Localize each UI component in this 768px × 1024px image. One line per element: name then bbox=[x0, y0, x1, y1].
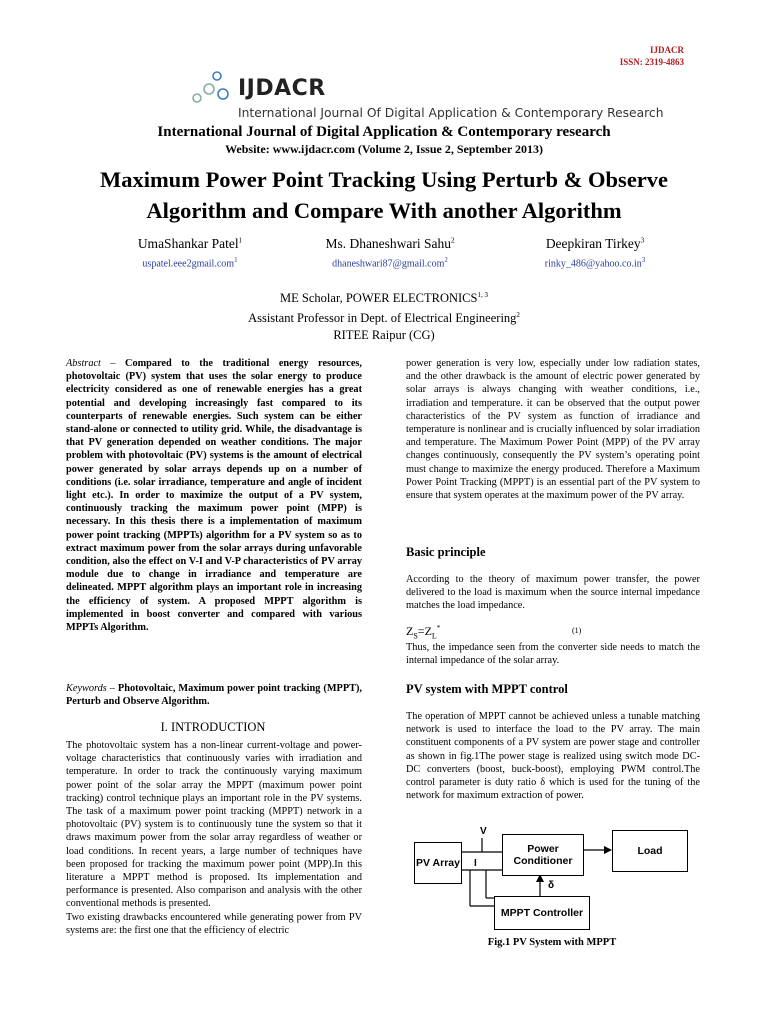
paper-title bbox=[60, 164, 708, 226]
affiliation bbox=[0, 287, 768, 344]
equation-1 bbox=[406, 624, 440, 640]
author-2-email-sup: 2 bbox=[444, 256, 448, 264]
intro-para-2: Two existing drawbacks encountered while generating power from PV systems are: the first one that the efficiency of electric bbox=[66, 911, 362, 936]
pv-array-label: PV Array bbox=[416, 857, 460, 869]
affiliation-line-2: Assistant Professor in Dept. of Electrical Engineering bbox=[248, 311, 517, 326]
delta-label: δ bbox=[548, 880, 555, 891]
title-line-2: Algorithm and Compare With another Algorithm bbox=[146, 198, 622, 223]
mppt-controller-block bbox=[494, 896, 590, 930]
title-line-1: Maximum Power Point Tracking Using Perturb & Observe bbox=[99, 167, 669, 192]
author-1 bbox=[90, 236, 290, 269]
figure-1 bbox=[410, 826, 700, 934]
pv-system-para: The operation of MPPT cannot be achieved unless a tunable matching network is used to interface the load to the PV array. The main constituent components of a PV system are power stage and controller as shown in fig.1The power stage is realized using switch mode DC-DC converters (boost, buck-boost), employing PWM control.The control parameter is duty ratio δ which is used for the tuning of the network for maximum extraction of power. bbox=[406, 711, 700, 802]
author-2-sup: 2 bbox=[451, 236, 455, 245]
load-label: Load bbox=[637, 845, 663, 857]
figure-caption: Fig.1 PV System with MPPT bbox=[487, 937, 617, 948]
affiliation-line-3: RITEE Raipur (CG) bbox=[333, 328, 435, 343]
author-1-email[interactable]: uspatel.eee2gmail.com bbox=[142, 258, 235, 270]
keywords-label: Keywords – bbox=[66, 683, 115, 694]
intro-para-1: The photovoltaic system has a non-linear current-voltage and power-voltage characteristics that continuously varies with irradiation and temperature. In order to track the continuously varying maximum power point of the solar array the MPPT (maximum power point tracking) control technique plays an important role in the PV systems. The task of a maximum power point tracking (MPPT) network in a photovoltaic (PV) system is to continuously tune the system so that it draws maximum power from the solar array regardless of weather or load conditions. In recent years, a large number of techniques have been proposed for tracking the maximum power point (MPP).In this literature a MPPT method is proposed. Its implementation and performance is presented. Also comparison and analysis with the other conventional methods is presented. bbox=[66, 740, 362, 910]
author-3-sup: 3 bbox=[640, 236, 645, 245]
equation-number: (1) bbox=[572, 626, 582, 635]
load-block bbox=[612, 830, 688, 872]
logo-brand: IJDACR bbox=[238, 76, 326, 101]
eq-rhs-sup: * bbox=[436, 624, 441, 632]
intro-body bbox=[66, 739, 362, 937]
intro-heading: I. INTRODUCTION bbox=[160, 720, 266, 734]
author-2-email[interactable]: dhaneshwari87@gmail.com bbox=[332, 258, 445, 270]
author-3-email[interactable]: rinky_486@yahoo.co.in bbox=[544, 258, 642, 270]
i-label: I bbox=[474, 858, 477, 869]
keywords bbox=[66, 682, 362, 708]
logo-tagline: International Journal Of Digital Application & Contemporary Research bbox=[238, 106, 664, 120]
author-3-email-sup: 3 bbox=[641, 256, 646, 264]
journal-website: Website: www.ijdacr.com (Volume 2, Issue 2, September 2013) bbox=[225, 142, 543, 156]
eq-lhs: Z bbox=[406, 624, 414, 638]
abstract-text: Compared to the traditional energy resources, photovoltaic (PV) system that uses the solar energy to produce electricity considered as one of renewable energies has a great potential and developing increasingly fast compared to its counterparts of renewable energies. Such system can be either stand-alone or connected to utility grid. While, the disadvantage is that PV generation depended on weather conditions. The major problem with photovoltaic (PV) systems is the amount of electrical power generated by solar arrays depends up on a number of conditions (i.e. solar irradiance, temperature and angle of incident light etc.). In order to maximize the output of a PV system, continuously tracking the maximum power point (MPP) is necessary. In this thesis there is a implementation of maximum power point tracking (MPPTs) algorithm for a PV system so as to extract maximum power from the solar arrays during unfavorable condition, also the effect on V-I and V-P characteristics of PV array module due to change in irradiance and temperature are delineated. MPPT algorithm plays an important role in increasing the efficiency of system. A proposed MPPT algorithm is implemented in boost converter and compared with various MPPTs Algorithm. bbox=[66, 358, 363, 634]
journal-logo bbox=[190, 70, 664, 125]
author-3-name: Deepkiran Tirkey bbox=[545, 236, 641, 251]
abstract-label: Abstract – bbox=[66, 358, 116, 369]
eq-lhs-sub: S bbox=[413, 631, 418, 641]
right-para-1: power generation is very low, especially under low radiation states, and the other drawback is the amount of electric power generated by solar arrays is always changing with weather conditions, i.e., irradiation and temperature. it can be observed that the output power characteristics of the PV system as function of irradiance and temperature is nonlinear and is crucially influenced by solar irradiation and temperature. The Maximum Power Point (MPP) of the PV array changes continuously, consequently the PV system’s operating point must change to maximize the energy produced. Therefore a Maximum Power Point Tracking (MPPT) is an essential part of the PV system to ensure that system operates at the maximum power of the PV array. bbox=[406, 358, 700, 502]
journal-abbr: IJDACR bbox=[649, 45, 684, 55]
affiliation-line-2-sup: 2 bbox=[516, 311, 520, 320]
affiliation-line-1: ME Scholar, POWER ELECTRONICS bbox=[280, 291, 478, 306]
basic-principle-heading: Basic principle bbox=[406, 545, 486, 559]
power-conditioner-label: Power Conditioner bbox=[513, 843, 573, 867]
eq-mid: =Z bbox=[417, 624, 432, 638]
pv-system-heading: PV system with MPPT control bbox=[406, 682, 568, 696]
pv-array-block bbox=[414, 842, 462, 884]
issn-number: ISSN: 2319-4863 bbox=[619, 57, 684, 67]
abstract bbox=[66, 357, 362, 634]
author-1-email-sup: 1 bbox=[234, 256, 238, 264]
author-1-name: UmaShankar Patel bbox=[137, 236, 239, 251]
equation-para: Thus, the impedance seen from the converter side needs to match the internal impedance of the solar array. bbox=[406, 642, 700, 667]
basic-principle-para: According to the theory of maximum power transfer, the power delivered to the load is maximum when the source internal impedance matches the load impedance. bbox=[406, 574, 700, 612]
bubbles-logo-icon bbox=[190, 70, 234, 110]
mppt-controller-label: MPPT Controller bbox=[500, 907, 584, 919]
author-3 bbox=[495, 236, 695, 269]
keywords-text: Photovoltaic, Maximum power point tracking (MPPT), Perturb and Observe Algorithm. bbox=[66, 683, 362, 708]
power-conditioner-block bbox=[502, 834, 584, 876]
issn-block bbox=[620, 44, 684, 68]
affiliation-line-1-sup: 1, 3 bbox=[477, 291, 488, 299]
eq-rhs-sub: L bbox=[431, 631, 437, 641]
v-label: V bbox=[480, 826, 487, 837]
journal-name: International Journal of Digital Application & Contemporary research bbox=[157, 124, 611, 140]
author-2 bbox=[290, 236, 490, 269]
author-1-sup: 1 bbox=[238, 236, 243, 245]
author-2-name: Ms. Dhaneshwari Sahu bbox=[325, 236, 452, 251]
